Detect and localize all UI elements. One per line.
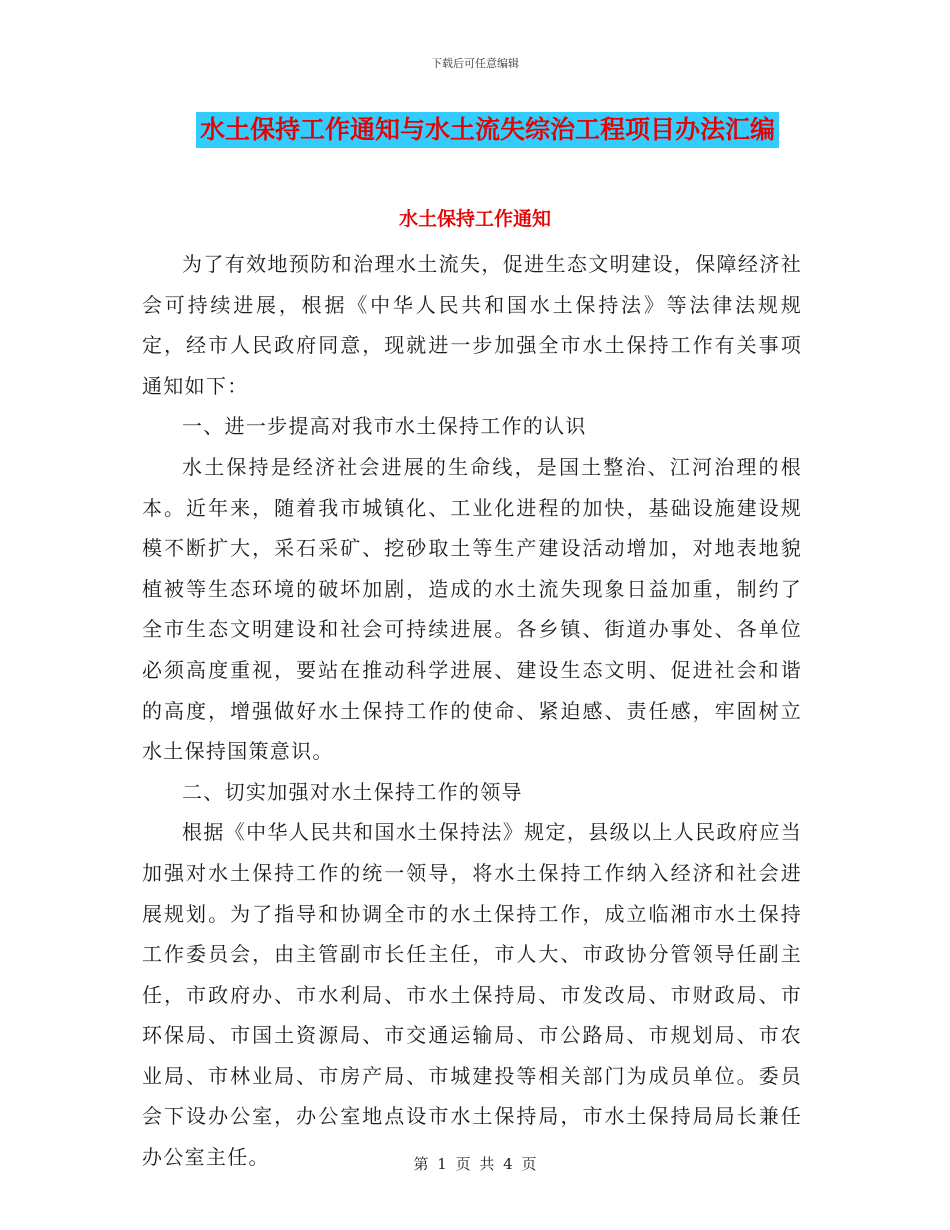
document-body bbox=[142, 244, 802, 1178]
paragraph-intro: 为了有效地预防和治理水土流失，促进生态文明建设，保障经济社会可持续进展，根据《中华人民共和国水土保持法》等法律法规规定，经市人民政府同意，现就进一步加强全市水土保持工作有关事项通知如下： bbox=[142, 252, 802, 398]
heading-two: 二、切实加强对水土保持工作的领导 bbox=[182, 779, 523, 804]
paragraph-awareness: 水土保持是经济社会进展的生命线，是国土整治、江河治理的根本。近年来，随着我市城镇化、工业化进程的加快，基础设施建设规模不断扩大，采石采矿、挖砂取土等生产建设活动增加，对地表地貌植被等生态环境的破坏加剧，造成的水土流失现象日益加重，制约了全市生态文明建设和社会可持续进展。各乡镇、街道办事处、各单位必须高度重视，要站在推动科学进展、建设生态文明、促进社会和谐的高度，增强做好水土保持工作的使命、紧迫感、责任感，牢固树立水土保持国策意识。 bbox=[142, 454, 802, 764]
header-note: 下载后可任意编辑 bbox=[431, 57, 519, 70]
section-title: 水土保持工作通知 bbox=[398, 208, 551, 230]
page-footer: 第 1 页 共 4 页 bbox=[413, 1155, 537, 1173]
document-title: 水土保持工作通知与水土流失综治工程项目办法汇编 bbox=[196, 112, 779, 148]
heading-one: 一、进一步提高对我市水土保持工作的认识 bbox=[182, 414, 587, 439]
paragraph-leadership: 根据《中华人民共和国水土保持法》规定，县级以上人民政府应当加强对水土保持工作的统一领导，将水土保持工作纳入经济和社会进展规划。为了指导和协调全市的水土保持工作，成立临湘市水土保持工作委员会，由主管副市长任主任，市人大、市政协分管领导任副主任，市政府办、市水利局、市水土保持局、市发改局、市财政局、市环保局、市国土资源局、市交通运输局、市公路局、市规划局、市农业局、市林业局、市房产局、市城建投等相关部门为成员单位。委员会下设办公室，办公室地点设市水土保持局，市水土保持局局长兼任办公室主任。 bbox=[142, 820, 802, 1170]
